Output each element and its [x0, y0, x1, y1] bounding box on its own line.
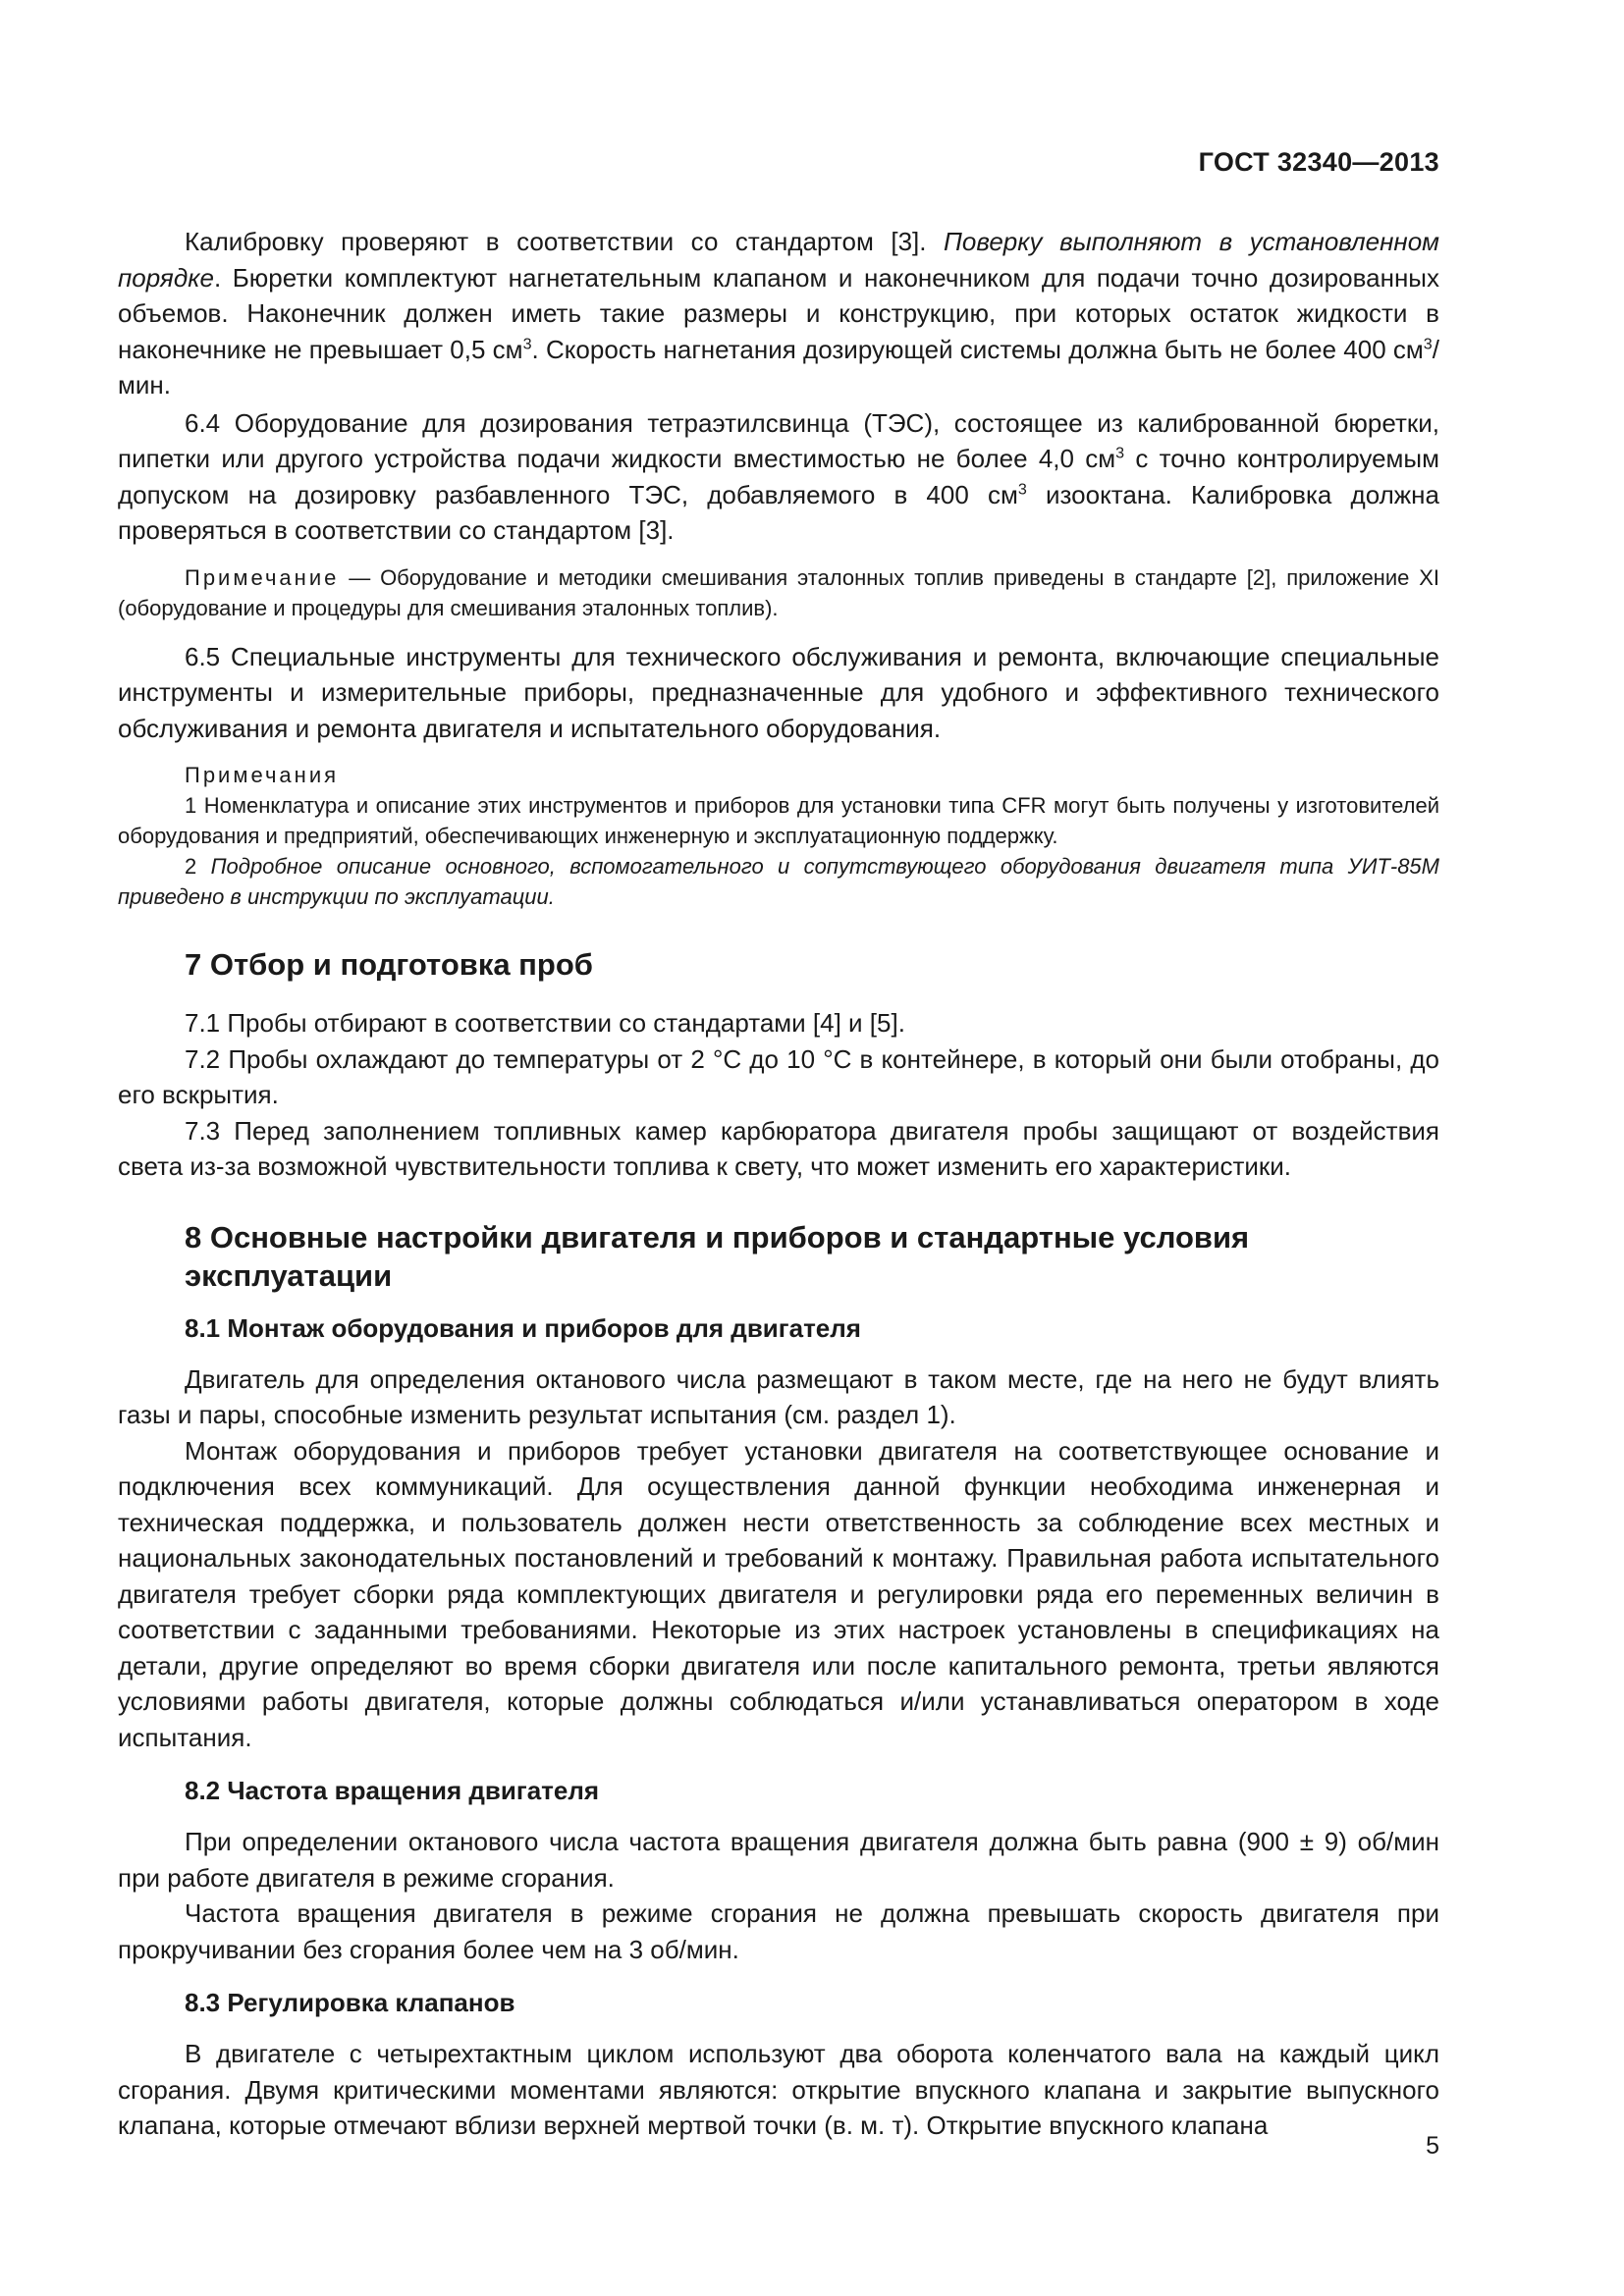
- note-text: — Оборудование и методики смешивания эталонных топлив приведены в стандарте [2], приложение XI (оборудование и процедуры для смешивания эталонных топлив).: [118, 564, 1439, 620]
- subsection-8-1-heading: 8.1 Монтаж оборудования и приборов для двигателя: [185, 1312, 861, 1343]
- text-run-italic: Поверку выполняют в установленном порядке: [118, 227, 1440, 293]
- subsection-8-2-heading: 8.2 Частота вращения двигателя: [185, 1776, 600, 1805]
- paragraph-8-2-1: При определении октанового числа частота вращения двигателя должна быть равна (900 ± 9) об/мин при работе двигателя в режиме сгорания.: [118, 1827, 1439, 1893]
- paragraph-6-5: 6.5 Специальные инструменты для технического обслуживания и ремонта, включающие специальные инструменты и измерительные приборы, предназначенные для удобного и эффективного технического обслуживания и ремонта двигателя и испытательного оборудования.: [118, 641, 1439, 743]
- text-run: изооктана. Калибровка должна проверяться в соответствии со стандартом [3].: [118, 479, 1439, 545]
- subsection-8-3-heading: 8.3 Регулировка клапанов: [185, 1988, 515, 2017]
- note-item-text: Подробное описание основного, вспомогательного и сопутствующего оборудования двигателя типа УИТ-85М приведено в инструкции по эксплуатации.: [118, 854, 1439, 909]
- paragraph-calibration: [118, 224, 1439, 403]
- section-7-heading: 7 Отбор и подготовка проб: [185, 947, 593, 982]
- note-item-1: 1 Номенклатура и описание этих инструментов и приборов для установки типа CFR могут быть получены у изготовителей оборудования и предприятий, обеспечивающих инженерную и эксплуатационную поддержку.: [118, 793, 1439, 848]
- document-code-header: ГОСТ 32340—2013: [1198, 147, 1439, 177]
- paragraph-7-1: 7.1 Пробы отбирают в соответствии со стандартами [4] и [5].: [185, 1008, 905, 1038]
- paragraph-7-2: 7.2 Пробы охлаждают до температуры от 2 °С до 10 °С в контейнере, в который они были отобраны, до его вскрытия.: [118, 1043, 1439, 1109]
- paragraph-6-4: [118, 405, 1439, 549]
- superscript: 3: [1115, 444, 1125, 462]
- section-8-heading-line1: 8 Основные настройки двигателя и приборов и стандартные условия: [185, 1219, 1250, 1255]
- section-8-heading-line2: эксплуатации: [185, 1257, 393, 1293]
- text-run: . Бюретки комплектуют нагнетательным клапаном и наконечником для подачи точно дозированных объемов. Наконечник должен иметь такие размеры и конструкцию, при которых остаток жидкости в наконечнике не превышает 0,5 см: [118, 262, 1439, 364]
- superscript: 3: [1017, 479, 1027, 498]
- page-number: 5: [1426, 2132, 1439, 2160]
- paragraph-8-3-1: В двигателе с четырехтактным циклом используют два оборота коленчатого вала на каждый цикл сгорания. Двумя критическими моментами являются: открытие впускного клапана и закрытие выпускного клапана, которые отмечают вблизи верхней мертвой точки (в. м. т). Открытие впускного клапана: [118, 2039, 1439, 2140]
- note-item-2: [118, 851, 1439, 912]
- section-8-heading: [118, 1218, 1439, 1295]
- page-content: [118, 224, 1439, 2144]
- paragraph-7-3: 7.3 Перед заполнением топливных камер карбюратора двигателя пробы защищают от воздействия света из-за возможной чувствительности топлива к свету, что может изменить его характеристики.: [118, 1115, 1439, 1181]
- text-run: . Скорость нагнетания дозирующей системы должна быть не более 400 см: [531, 334, 1424, 364]
- notes-label: Примечания: [185, 763, 340, 787]
- superscript: 3: [1423, 334, 1433, 352]
- text-run: 6.4 Оборудование для дозирования тетраэтилсвинца (ТЭС), состоящее из калиброванной бюретки, пипетки или другого устройства подачи жидкости вместимостью не более 4,0 см: [118, 407, 1439, 473]
- paragraph-8-2-2: Частота вращения двигателя в режиме сгорания не должна превышать скорость двигателя при прокручивании без сгорания более чем на 3 об/мин.: [118, 1898, 1439, 1964]
- note-label: Примечание: [185, 564, 340, 590]
- note-6-4: [118, 562, 1439, 623]
- paragraph-8-1-1: Двигатель для определения октанового числа размещают в таком месте, где на него не будут влиять газы и пары, способные изменить результат испытания (см. раздел 1).: [118, 1363, 1439, 1429]
- text-run: с точно контролируемым допуском на дозировку разбавленного ТЭС, добавляемого в 400 см: [118, 444, 1439, 509]
- notes-6-5: [118, 760, 1439, 912]
- text-run: Калибровку проверяют в соответствии со стандартом [3].: [185, 227, 945, 256]
- superscript: 3: [522, 334, 532, 352]
- text-run: /мин.: [118, 334, 1439, 400]
- note-item-number: 2: [185, 854, 211, 879]
- paragraph-8-1-2: Монтаж оборудования и приборов требует установки двигателя на соответствующее основание и подключения всех коммуникаций. Для осуществления данной функции необходима инженерная и техническая поддержка, и пользователь должен нести ответственность за соблюдение всех местных и национальных законодательных постановлений и требований к монтажу. Правильная работа испытательного двигателя требует сборки ряда комплектующих двигателя и регулировки ряда его переменных величин в соответствии с заданными требованиями. Некоторые из этих настроек установлены в спецификациях на детали, другие определяют во время сборки двигателя или после капитального ремонта, третьи являются условиями работы двигателя, которые должны соблюдаться и/или устанавливаться оператором в ходе испытания.: [118, 1435, 1439, 1752]
